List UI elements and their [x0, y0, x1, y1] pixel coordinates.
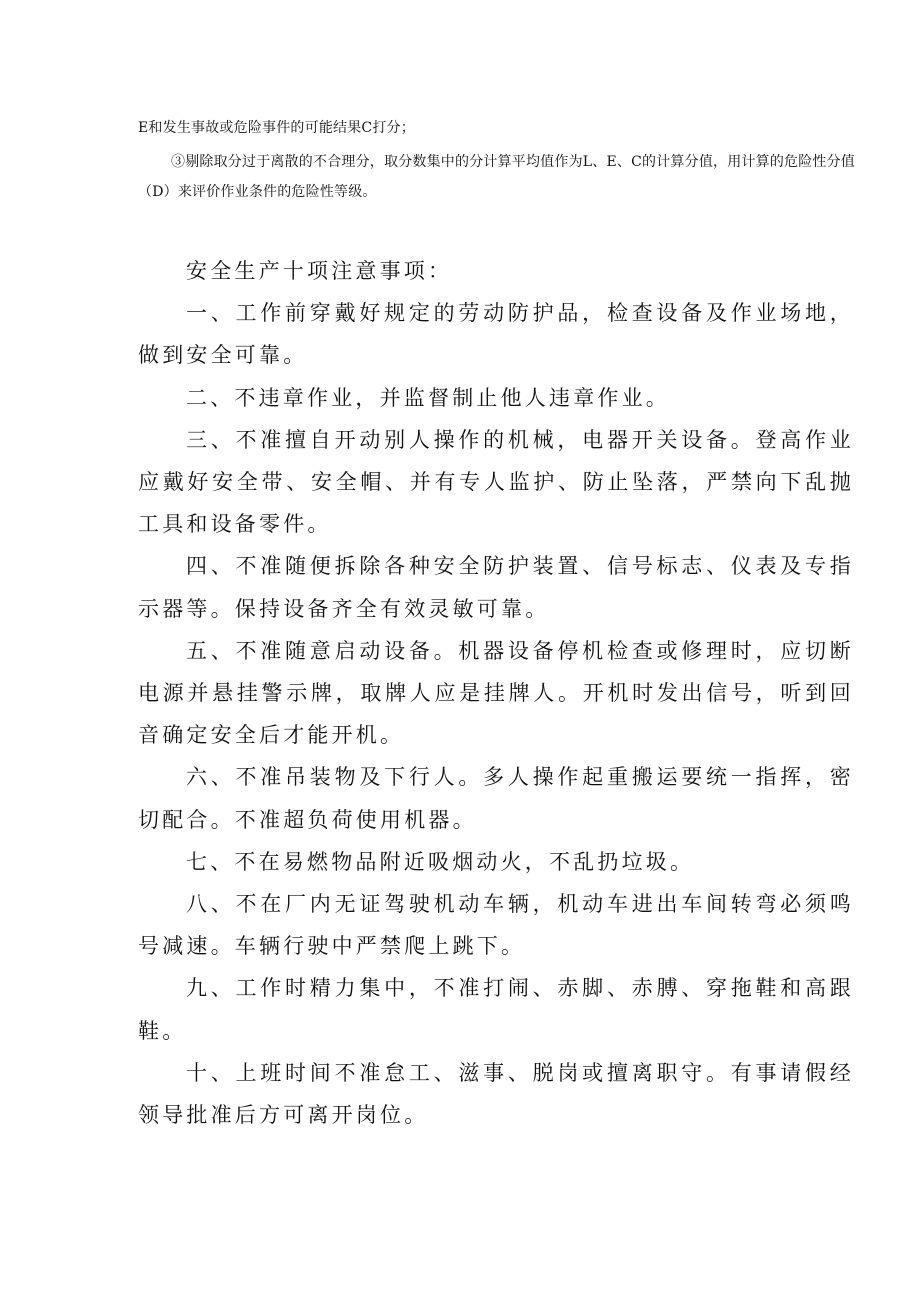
intro-line-2: ③剔除取分过于离散的不合理分，取分数集中的分计算平均值作为L、E、C的计算分值，用计算的危险性分值（D）来评价作业条件的危险性等级。 [138, 154, 856, 200]
notice-item-9: 九、工作时精力集中，不准打闹、赤脚、赤膊、穿拖鞋和高跟鞋。 [138, 976, 854, 1043]
notice-item-6: 六、不准吊装物及下行人。多人操作起重搬运要统一指挥，密切配合。不准超负荷使用机器。 [138, 765, 854, 832]
notice-title: 安全生产十项注意事项： [186, 259, 453, 283]
intro-line-1: E和发生事故或危险事件的可能结果C打分； [138, 120, 415, 136]
notice-item-8: 八、不在厂内无证驾驶机动车辆，机动车进出车间转弯必须鸣号减速。车辆行驶中严禁爬上跳下。 [138, 892, 854, 959]
notice-item-5: 五、不准随意启动设备。机器设备停机检查或修理时，应切断电源并悬挂警示牌，取牌人应是挂牌人。开机时发出信号，听到回音确定安全后才能开机。 [138, 638, 854, 748]
notice-item-4: 四、不准随便拆除各种安全防护装置、信号标志、仪表及专指示器等。保持设备齐全有效灵敏可靠。 [138, 554, 854, 621]
notice-item-1: 一、工作前穿戴好规定的劳动防护品，检查设备及作业场地，做到安全可靠。 [138, 301, 854, 368]
notice-item-2: 二、不违章作业，并监督制止他人违章作业。 [186, 385, 670, 410]
notice-item-10: 十、上班时间不准怠工、滋事、脱岗或擅离职守。有事请假经领导批准后方可离开岗位。 [138, 1060, 854, 1128]
safety-notice-section [138, 250, 854, 1136]
notice-item-7: 七、不在易燃物品附近吸烟动火，不乱扔垃圾。 [186, 849, 695, 874]
notice-item-3: 三、不准擅自开动别人操作的机械，电器开关设备。登高作业应戴好安全带、安全帽、并有专人监护、防止坠落，严禁向下乱抛工具和设备零件。 [138, 427, 854, 537]
